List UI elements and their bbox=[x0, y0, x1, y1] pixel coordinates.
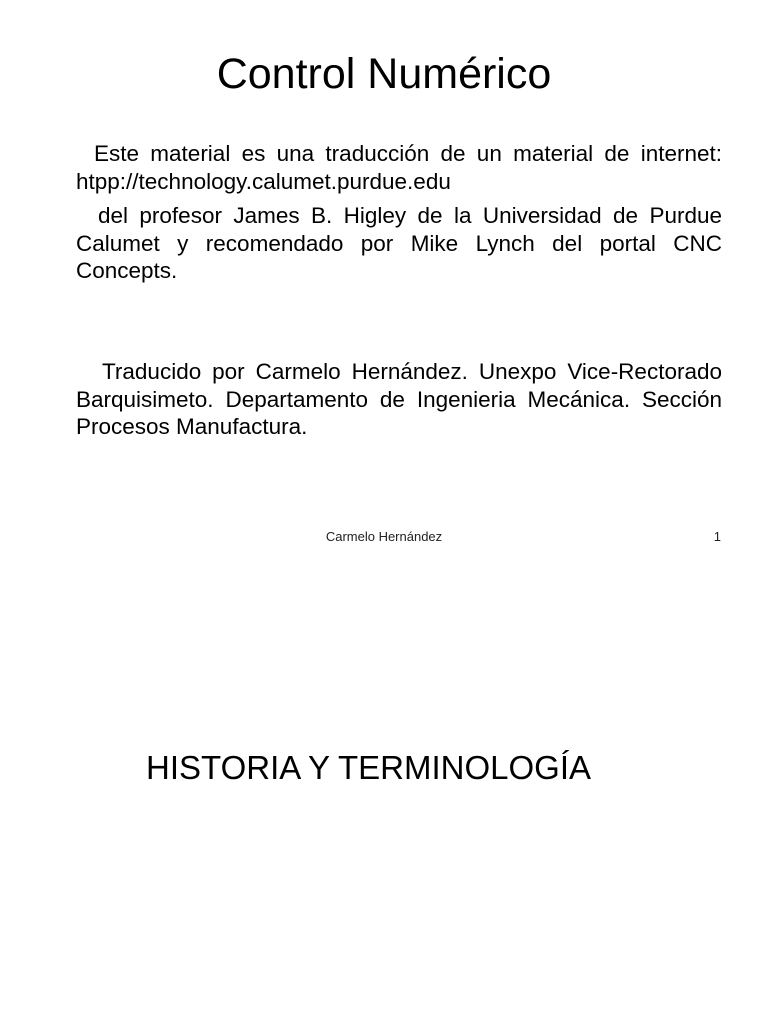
section-heading: HISTORIA Y TERMINOLOGÍA bbox=[146, 749, 592, 786]
footer-author: Carmelo Hernández bbox=[325, 529, 443, 544]
intro-paragraph: Este material es una traducción de un material de internet: htpp://technology.calumet.purdue.edu bbox=[76, 141, 722, 194]
author-paragraph: del profesor James B. Higley de la Universidad de Purdue Calumet y recomendado por Mike Lynch del portal CNC Concepts. bbox=[76, 203, 722, 283]
document-title: Control Numérico bbox=[216, 50, 552, 98]
page-number: 1 bbox=[713, 529, 721, 544]
translator-paragraph: Traducido por Carmelo Hernández. Unexpo Vice-Rectorado Barquisimeto. Departamento de Ingenieria Mecánica. Sección Procesos Manufactura. bbox=[76, 359, 722, 439]
